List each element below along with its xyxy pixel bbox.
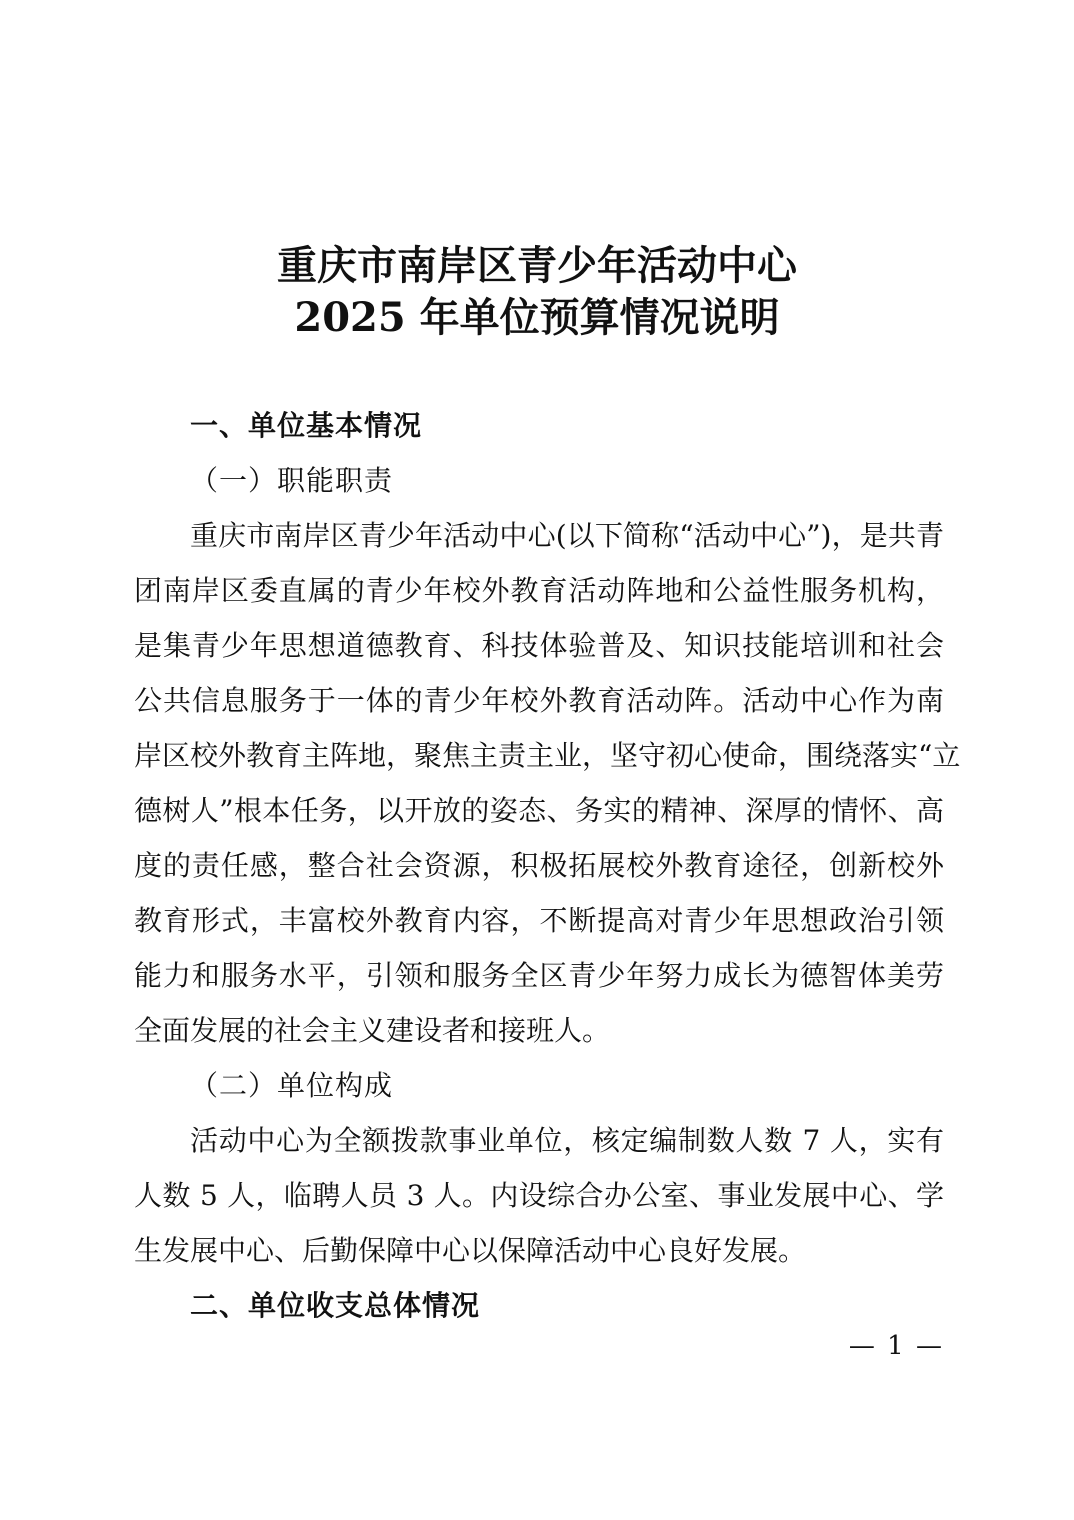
paragraph-line: 是集青少年思想道德教育、科技体验普及、知识技能培训和社会 — [134, 629, 944, 662]
paragraph-line: 德树人”根本任务，以开放的姿态、务实的精神、深厚的情怀、高 — [134, 794, 944, 827]
section1-sub1-heading: （一）职能职责 — [190, 464, 394, 497]
document-title-line1: 重庆市南岸区青少年活动中心 — [277, 242, 797, 289]
section2-heading: 二、单位收支总体情况 — [190, 1289, 481, 1322]
paragraph-line: 生发展中心、后勤保障中心以保障活动中心良好发展。 — [134, 1234, 807, 1267]
paragraph-line: 全面发展的社会主义建设者和接班人。 — [134, 1014, 611, 1047]
paragraph-line: 能力和服务水平，引领和服务全区青少年努力成长为德智体美劳 — [134, 959, 944, 992]
paragraph-line: 活动中心为全额拨款事业单位，核定编制数人数 7 人，实有 — [190, 1124, 944, 1157]
paragraph-line: 团南岸区委直属的青少年校外教育活动阵地和公益性服务机构， — [134, 574, 944, 607]
section1-heading: 一、单位基本情况 — [190, 409, 423, 442]
paragraph-line: 人数 5 人，临聘人员 3 人。内设综合办公室、事业发展中心、学 — [134, 1179, 944, 1212]
paragraph-line: 重庆市南岸区青少年活动中心(以下简称“活动中心”)，是共青 — [190, 519, 944, 552]
paragraph-line: 教育形式，丰富校外教育内容，不断提高对青少年思想政治引领 — [134, 904, 944, 937]
document-title-line2: 2025 年单位预算情况说明 — [294, 294, 780, 341]
page-number: — 1 — — [848, 1331, 944, 1361]
paragraph-line: 度的责任感，整合社会资源，积极拓展校外教育途径，创新校外 — [134, 849, 944, 882]
paragraph-line: 岸区校外教育主阵地，聚焦主责主业，坚守初心使命，围绕落实“立 — [134, 739, 961, 772]
paragraph-line: 公共信息服务于一体的青少年校外教育活动阵。活动中心作为南 — [134, 684, 944, 717]
section1-sub2-heading: （二）单位构成 — [190, 1069, 394, 1102]
